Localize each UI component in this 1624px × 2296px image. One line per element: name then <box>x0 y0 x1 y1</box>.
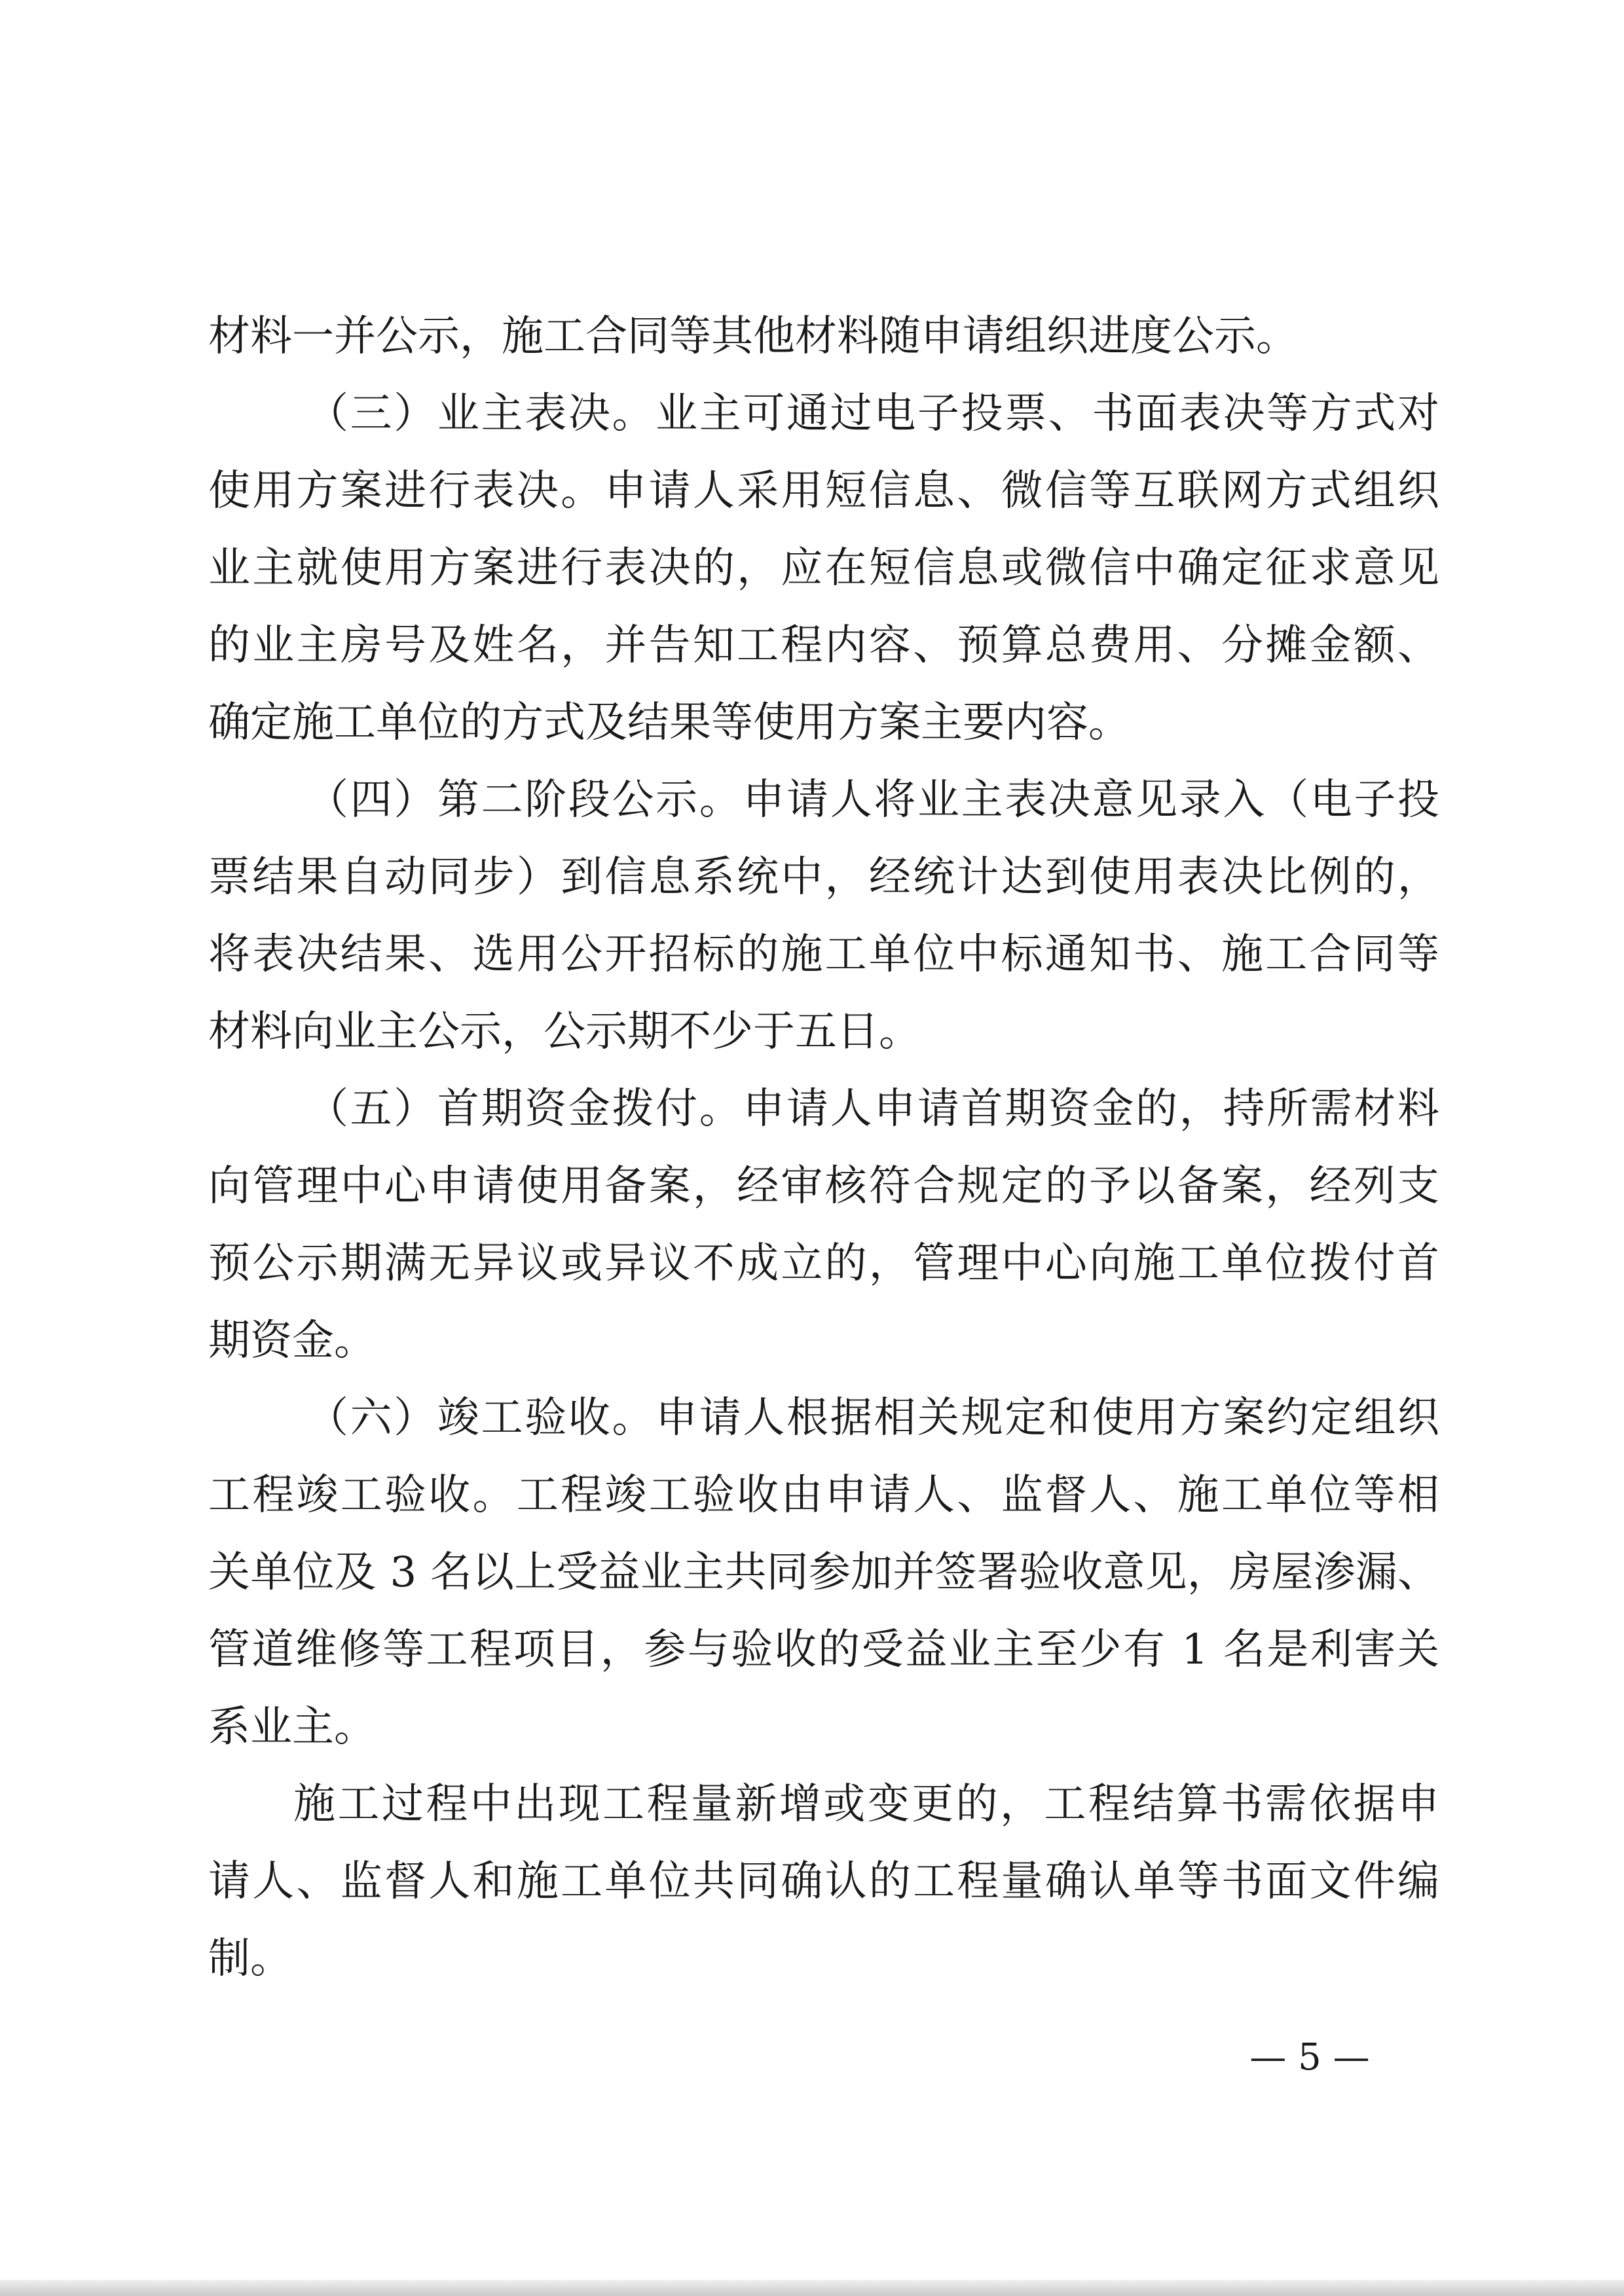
text-line: 管道维修等工程项目，参与验收的受益业主至少有 1 名是利害关 <box>208 1626 1439 1674</box>
paragraph-heading-line: （四）第二阶段公示。申请人将业主表决意见录入（电子投 <box>306 776 1439 824</box>
text-line: 将表决结果、选用公开招标的施工单位中标通知书、施工合同等 <box>208 930 1439 979</box>
text-line: 确定施工单位的方式及结果等使用方案主要内容。 <box>208 699 1130 747</box>
text-line: 向管理中心申请使用备案，经审核符合规定的予以备案，经列支 <box>208 1162 1439 1211</box>
text-line: 的业主房号及姓名，并告知工程内容、预算总费用、分摊金额、 <box>208 621 1439 670</box>
paragraph-heading-line: （三）业主表决。业主可通过电子投票、书面表决等方式对 <box>306 390 1439 438</box>
text-line: 制。 <box>208 1935 292 1983</box>
text-line: 票结果自动同步）到信息系统中，经统计达到使用表决比例的， <box>208 853 1439 902</box>
text-line: 材料一并公示，施工合同等其他材料随申请组织进度公示。 <box>208 312 1298 361</box>
text-line: 预公示期满无异议或异议不成立的，管理中心向施工单位拨付首 <box>208 1239 1439 1288</box>
text-line: 关单位及 3 名以上受益业主共同参加并签署验收意见，房屋渗漏、 <box>208 1548 1439 1597</box>
page-number: — 5 — <box>1249 2036 1370 2079</box>
paragraph-heading-line: （五）首期资金拨付。申请人申请首期资金的，持所需材料 <box>306 1085 1439 1133</box>
text-line: 业主就使用方案进行表决的，应在短信息或微信中确定征求意见 <box>208 544 1439 592</box>
text-line: 工程竣工验收。工程竣工验收由申请人、监督人、施工单位等相 <box>208 1471 1439 1520</box>
text-line: 材料向业主公示，公示期不少于五日。 <box>208 1008 921 1056</box>
text-line: 期资金。 <box>208 1317 376 1365</box>
text-line: 使用方案进行表决。申请人采用短信息、微信等互联网方式组织 <box>208 467 1439 515</box>
text-line: 请人、监督人和施工单位共同确认的工程量确认单等书面文件编 <box>208 1857 1439 1906</box>
body-text <box>208 298 1439 1997</box>
scan-bottom-edge <box>0 2280 1624 2296</box>
paragraph-heading-line: （六）竣工验收。申请人根据相关规定和使用方案约定组织 <box>306 1394 1439 1442</box>
text-line: 系业主。 <box>208 1703 376 1751</box>
paragraph-start-line: 施工过程中出现工程量新增或变更的，工程结算书需依据申 <box>293 1780 1439 1829</box>
